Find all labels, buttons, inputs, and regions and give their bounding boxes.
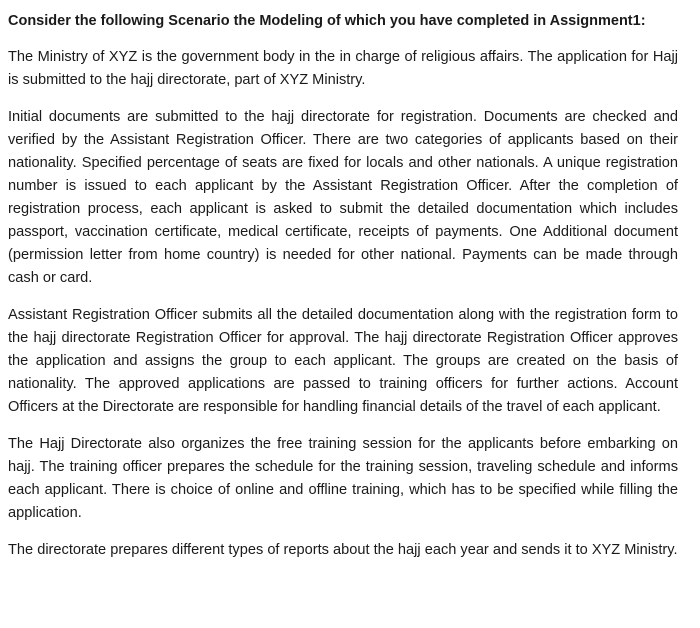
paragraph-registration: Initial documents are submitted to the hajj directorate for registration. Documents are checked and verified by the Assistant Registration Officer. There are two categories of applicants based on their nationality. Specified percentage of seats are fixed for locals and other nationals. A unique registration number is issued to each applicant by the Assistant Registration Officer. After the completion of registration process, each applicant is asked to submit the detailed documentation which includes passport, vaccination certificate, medical certificate, receipts of payments. One Additional document (permission letter from home country) is needed for other national. Payments can be made through cash or card. bbox=[8, 109, 678, 286]
paragraph-ministry: The Ministry of XYZ is the government body in the in charge of religious affairs. The application for Hajj is submitted to the hajj directorate, part of XYZ Ministry. bbox=[8, 49, 678, 88]
paragraph-approval: Assistant Registration Officer submits all the detailed documentation along with the registration form to the hajj directorate Registration Officer for approval. The hajj directorate Registration Officer approves the application and assigns the group to each applicant. The groups are created on the basis of nationality. The approved applications are passed to training officers for further actions. Account Officers at the Directorate are responsible for handling financial details of the travel of each applicant. bbox=[8, 307, 678, 415]
scenario-heading: Consider the following Scenario the Modeling of which you have completed in Assignment1: bbox=[8, 13, 646, 29]
paragraph-training: The Hajj Directorate also organizes the free training session for the applicants before embarking on hajj. The training officer prepares the schedule for the training session, traveling schedule and informs each applicant. There is choice of online and offline training, which has to be specified while filling the application. bbox=[8, 436, 678, 521]
paragraph-reports: The directorate prepares different types of reports about the hajj each year and sends it to XYZ Ministry. bbox=[8, 542, 678, 558]
